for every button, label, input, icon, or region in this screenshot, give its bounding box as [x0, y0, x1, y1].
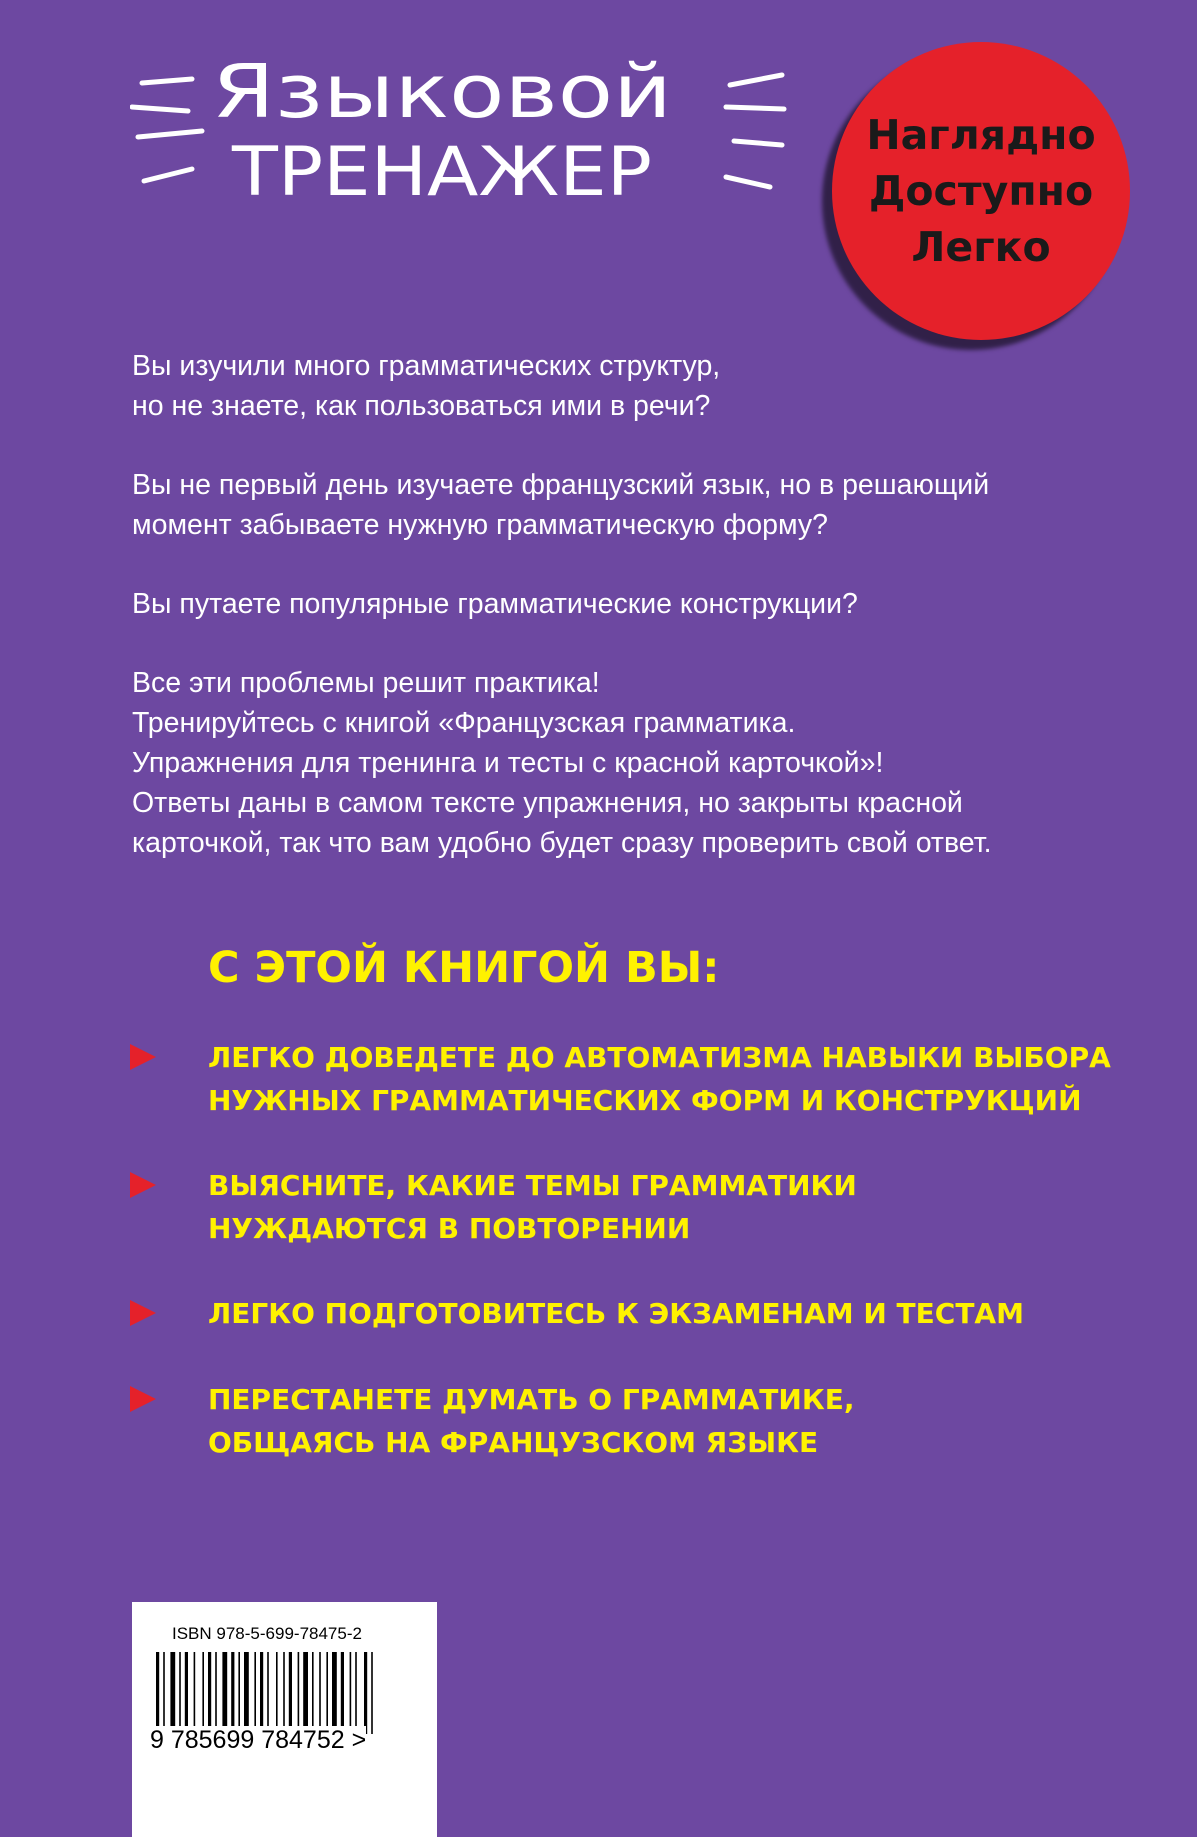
- intro-paragraph-3: [132, 584, 1132, 624]
- intro-line: Вы путаете популярные грамматические конструкции?: [132, 588, 858, 620]
- badge-line-2: Доступно: [868, 167, 1094, 215]
- title-line-2: ТРЕНАЖЕР: [230, 133, 653, 212]
- intro-line: Ответы даны в самом тексте упражнения, но закрыты красной: [132, 787, 963, 819]
- intro-line: Вы изучили много грамматических структур,: [132, 350, 721, 382]
- benefit-line: НУЖДАЮТСЯ В ПОВТОРЕНИИ: [208, 1212, 691, 1245]
- barcode-icon: [154, 1652, 414, 1734]
- intro-paragraph-4: [132, 663, 1132, 863]
- benefit-text: [208, 1378, 854, 1464]
- red-circle-badge: [832, 42, 1130, 340]
- isbn-label: ISBN 978-5-699-78475-2: [172, 1624, 362, 1643]
- benefit-text: [208, 1292, 1024, 1335]
- intro-paragraph-2: [132, 465, 1132, 545]
- intro-line: Тренируйтесь с книгой «Французская грамматика.: [132, 707, 796, 739]
- red-arrow-icon: [130, 1386, 156, 1412]
- benefits-heading: С ЭТОЙ КНИГОЙ ВЫ:: [208, 943, 720, 993]
- benefit-line: НУЖНЫХ ГРАММАТИЧЕСКИХ ФОРМ И КОНСТРУКЦИЙ: [208, 1084, 1082, 1117]
- red-arrow-icon: [130, 1172, 156, 1198]
- badge-line-3: Легко: [911, 223, 1051, 271]
- red-arrow-icon: [130, 1300, 156, 1326]
- benefit-line: ПЕРЕСТАНЕТЕ ДУМАТЬ О ГРАММАТИКЕ,: [208, 1383, 855, 1416]
- intro-line: Вы не первый день изучаете французский язык, но в решающий: [132, 469, 990, 501]
- title-line-1: Языковой: [212, 49, 672, 135]
- intro-line: Упражнения для тренинга и тесты с красной карточкой»!: [132, 747, 884, 779]
- benefit-line: ЛЕГКО ДОВЕДЕТЕ ДО АВТОМАТИЗМА НАВЫКИ ВЫБОРА: [208, 1041, 1111, 1074]
- intro-line: но не знаете, как пользоваться ими в речи?: [132, 390, 711, 422]
- intro-line: момент забываете нужную грамматическую форму?: [132, 509, 828, 541]
- red-arrow-icon: [130, 1044, 156, 1070]
- benefit-text: [208, 1164, 857, 1250]
- series-title-logo: [130, 45, 790, 215]
- intro-text: [132, 346, 1132, 902]
- benefit-text: [208, 1036, 1111, 1122]
- barcode-panel: [132, 1602, 437, 1837]
- intro-line: Все эти проблемы решит практика!: [132, 667, 600, 699]
- benefit-line: ВЫЯСНИТЕ, КАКИЕ ТЕМЫ ГРАММАТИКИ: [208, 1169, 857, 1202]
- benefit-line: ОБЩАЯСЬ НА ФРАНЦУЗСКОМ ЯЗЫКЕ: [208, 1426, 819, 1459]
- ean-digits: 9 785699 784752 >: [150, 1726, 367, 1754]
- intro-line: карточкой, так что вам удобно будет сразу проверить свой ответ.: [132, 827, 992, 859]
- intro-paragraph-1: [132, 346, 1132, 426]
- benefit-line: ЛЕГКО ПОДГОТОВИТЕСЬ К ЭКЗАМЕНАМ И ТЕСТАМ: [208, 1297, 1024, 1330]
- badge-line-1: Наглядно: [866, 111, 1096, 159]
